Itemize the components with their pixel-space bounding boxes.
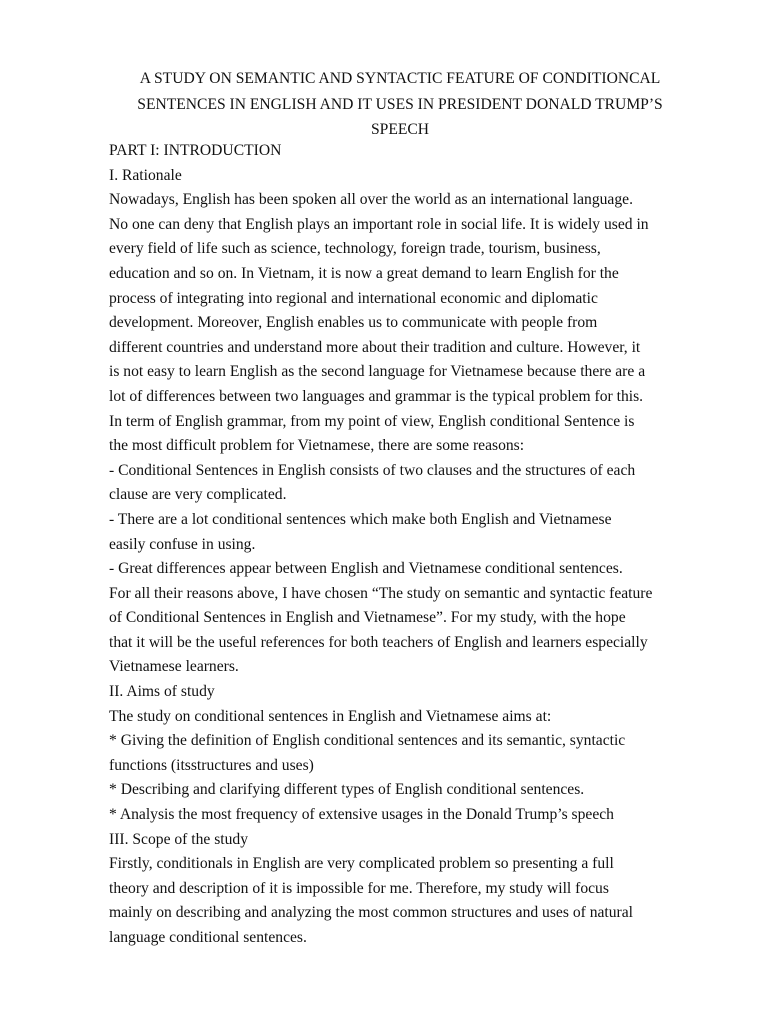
text-line: every field of life such as science, technology, foreign trade, tourism, business, [109,240,601,258]
list-item-line: * Giving the definition of English conditional sentences and its semantic, syntactic [109,732,626,750]
text-line: For all their reasons above, I have chosen “The study on semantic and syntactic feature [109,584,653,602]
list-item-line: - There are a lot conditional sentences which make both English and Vietnamese [109,510,612,528]
list-item-line: * Analysis the most frequency of extensive usages in the Donald Trump’s speech [109,806,614,824]
text-line: process of integrating into regional and international economic and diplomatic [109,289,598,307]
text-line: Firstly, conditionals in English are very complicated problem so presenting a full [109,855,614,873]
text-line: No one can deny that English plays an important role in social life. It is widely used in [109,215,649,233]
section-heading-aims: II. Aims of study [109,683,215,701]
text-line: is not easy to learn English as the second language for Vietnamese because there are a [109,363,646,381]
title-line-2: SENTENCES IN ENGLISH AND IT USES IN PRESIDENT DONALD TRUMP’S [137,95,663,113]
text-line: The study on conditional sentences in English and Vietnamese aims at: [109,707,552,725]
document-title [100,66,700,143]
text-line: development. Moreover, English enables us to communicate with people from [109,314,598,332]
list-item-line: clause are very complicated. [109,486,287,504]
text-line: In term of English grammar, from my point of view, English conditional Sentence is [109,412,635,430]
text-line: Vietnamese learners. [109,658,239,676]
text-line: Nowadays, English has been spoken all over the world as an international language. [109,191,633,209]
section-heading-rationale: I. Rationale [109,166,182,184]
title-line-1: A STUDY ON SEMANTIC AND SYNTACTIC FEATURE OF CONDITIONCAL [139,70,661,87]
title-line-3: SPEECH [370,121,430,138]
text-line: the most difficult problem for Vietnamese, there are some reasons: [109,437,525,455]
part-heading: PART I: INTRODUCTION [109,142,282,159]
text-line: lot of differences between two languages and grammar is the typical problem for this. [109,387,644,405]
list-item-line: * Describing and clarifying different types of English conditional sentences. [109,781,585,799]
text-line: theory and description of it is impossible for me. Therefore, my study will focus [109,879,609,897]
text-line: language conditional sentences. [109,929,307,946]
list-item-line: easily confuse in using. [109,535,256,553]
list-item-line: - Great differences appear between English and Vietnamese conditional sentences. [109,560,623,578]
text-line: that it will be the useful references for both teachers of English and learners especially [109,633,648,651]
list-item-line: - Conditional Sentences in English consists of two clauses and the structures of each [109,461,636,479]
text-line: of Conditional Sentences in English and Vietnamese”. For my study, with the hope [109,609,626,627]
text-line: mainly on describing and analyzing the most common structures and uses of natural [109,904,633,922]
section-heading-scope: III. Scope of the study [109,830,249,848]
document-body [109,139,709,951]
text-line: education and so on. In Vietnam, it is now a great demand to learn English for the [109,264,619,282]
text-line: different countries and understand more about their tradition and culture. However, it [109,338,641,356]
list-item-line: functions (itsstructures and uses) [109,756,314,774]
